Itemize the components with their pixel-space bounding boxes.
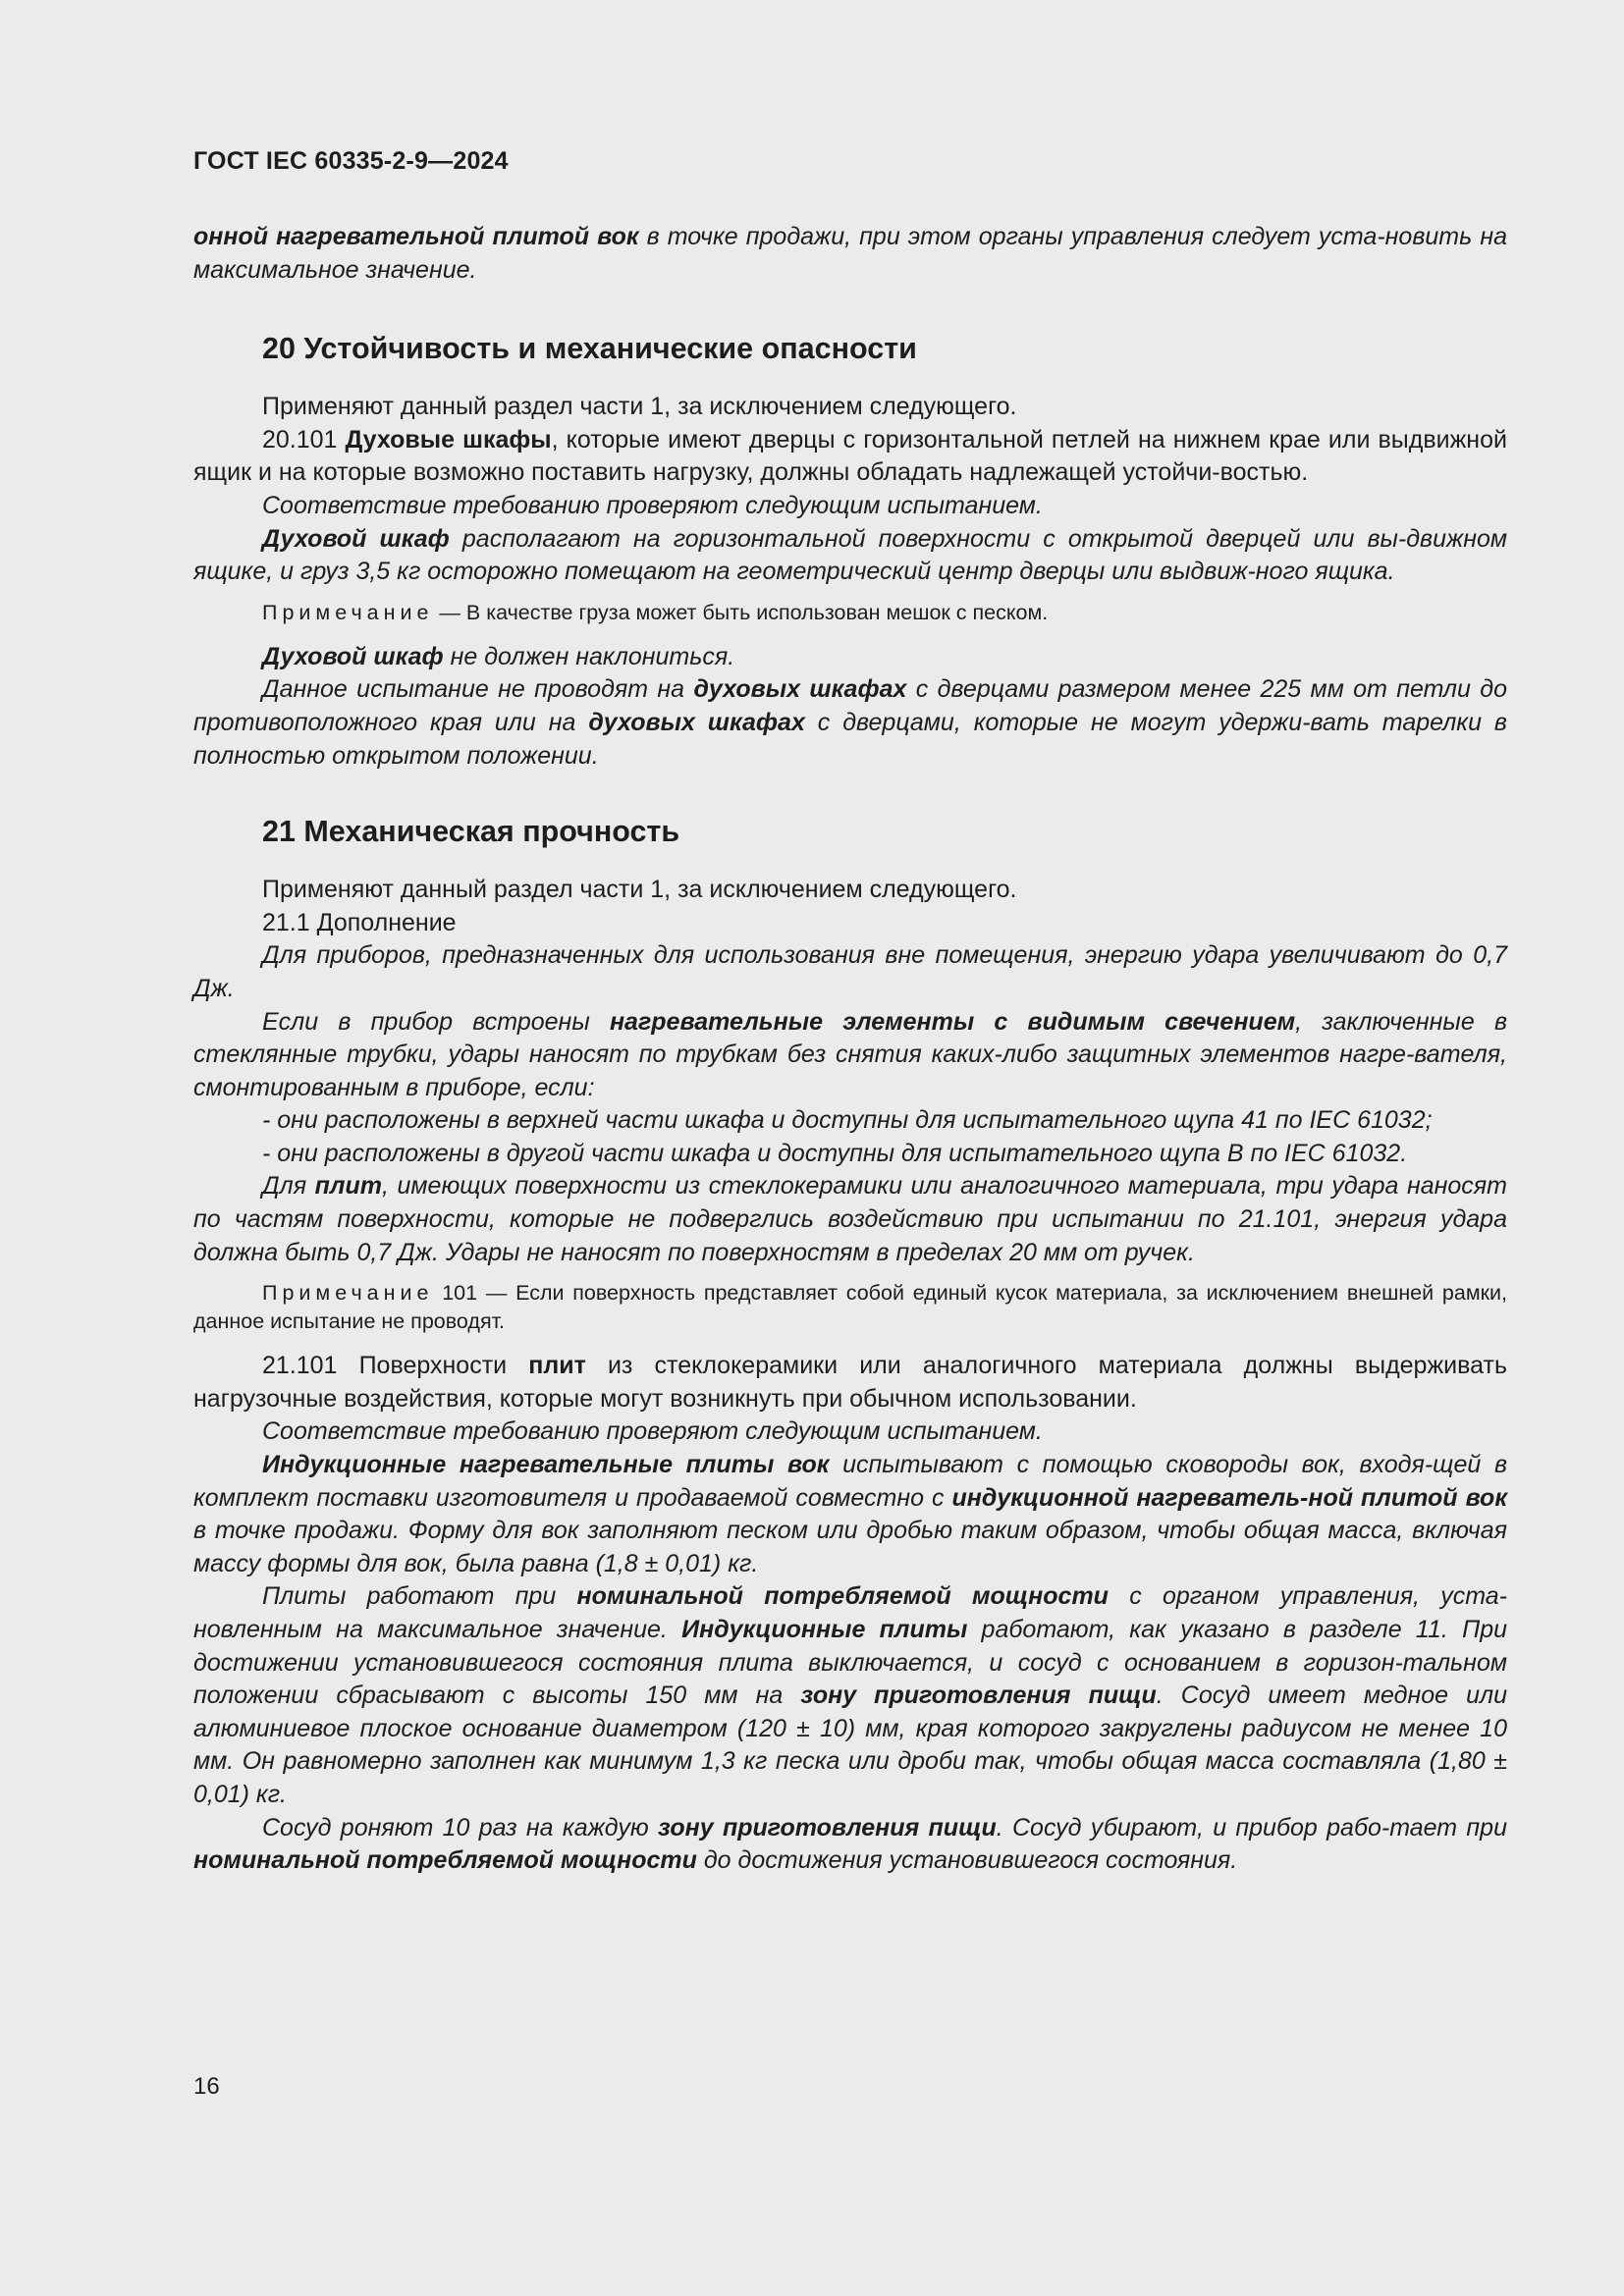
- text: располагают на горизонтальной поверхности с открытой дверцей или вы-движном ящике, и груз 3,5 кг осторожно помещают на геометрический центр дверцы или выдвиж-ного ящика.: [193, 524, 1507, 586]
- term: Индукционные нагревательные плиты вок: [262, 1451, 830, 1479]
- term: номинальной потребляемой мощности: [193, 1846, 697, 1875]
- text: 21.101 Поверхности: [262, 1352, 529, 1380]
- s20-paragraph-5: [193, 641, 1507, 674]
- section-21-heading: 21 Механическая прочность: [262, 815, 680, 849]
- compliance-text: Соответствие требованию проверяют следующим испытанием.: [262, 491, 1043, 519]
- term: нагревательные элементы с видимым свечением: [609, 1007, 1296, 1036]
- clause-number: 20.101: [262, 425, 346, 454]
- text: Данное испытание не проводят на: [262, 675, 694, 704]
- s20-paragraph-3: [193, 490, 1507, 523]
- s21-paragraph-4: [193, 1006, 1507, 1105]
- term: духовых шкафах: [693, 675, 907, 704]
- text: . Сосуд убирают, и прибор рабо-тает при: [996, 1813, 1507, 1842]
- text: . Сосуд имеет медное или алюминиевое плоское основание диаметром (120 ± 10) мм, края которого закруглены радиусом не менее 10 мм. Он равномерно заполнен как минимум 1,3 кг песка или дроби так, чтобы общая масса составляла (1,80 ± 0,01) кг.: [193, 1682, 1508, 1808]
- document-body: [193, 221, 1507, 1878]
- term: Духовой шкаф: [262, 642, 444, 670]
- term: зону приготовления пищи: [657, 1813, 997, 1842]
- s21-note: [193, 1279, 1507, 1336]
- s20-paragraph-2: [193, 424, 1507, 490]
- s20-paragraph-1: Применяют данный раздел части 1, за исключением следующего.: [262, 393, 1017, 421]
- term: зону приготовления пищи: [800, 1682, 1157, 1710]
- text: Сосуд роняют 10 раз на каждую: [262, 1813, 658, 1842]
- s21-paragraph-12: [193, 1812, 1507, 1878]
- s21-paragraph-1: Применяют данный раздел части 1, за исключением следующего.: [262, 876, 1017, 904]
- text: Плиты работают при: [262, 1582, 577, 1611]
- text: , заключенные в стеклянные трубки, удары наносят по трубкам без снятия каких-либо защитных элементов нагре-вателя, смонтированным в приборе, если:: [193, 1007, 1507, 1101]
- text: Для: [262, 1172, 315, 1201]
- term: индукционной нагреватель-ной плитой вок: [951, 1483, 1507, 1512]
- s21-paragraph-8: [193, 1350, 1507, 1415]
- intro-text: в точке продажи, при этом органы управления следует уста-новить на максимальное значение.: [193, 223, 1507, 284]
- compliance-text: Соответствие требованию проверяют следующим испытанием.: [262, 1417, 1043, 1446]
- s21-paragraph-11: [193, 1580, 1507, 1811]
- s21-paragraph-10: [193, 1449, 1507, 1580]
- note-label: Примечание: [262, 600, 434, 624]
- term: Духовые шкафы: [345, 425, 552, 454]
- text: работают, как указано в разделе 11. При достижении установившегося состояния плита выключается, и сосуд с основанием в горизон-тальном положении сбрасывают с высоты 150 мм на: [193, 1616, 1508, 1710]
- s21-list-item-2: [193, 1138, 1507, 1171]
- text: с дверцами размером менее 225 мм от петли до противоположного края или на: [193, 675, 1507, 736]
- s21-paragraph-9: [193, 1415, 1507, 1449]
- text: с органом управления, уста-новленным на максимальное значение.: [193, 1582, 1508, 1643]
- s20-paragraph-6: [193, 673, 1507, 773]
- s21-list-item-1: [193, 1104, 1507, 1138]
- text: - они расположены в верхней части шкафа и доступны для испытательного щупа 41 по IEC 61032;: [262, 1106, 1433, 1135]
- text: Для приборов, предназначенных для использования вне помещения, энергию удара увеличивают до 0,7 Дж.: [193, 941, 1507, 1002]
- page-number: 16: [193, 2073, 220, 2100]
- document-code-header: ГОСТ IEC 60335-2-9—2024: [193, 147, 509, 175]
- intro-paragraph: [193, 221, 1507, 287]
- note-label: Примечание: [262, 1281, 434, 1306]
- text: , которые имеют дверцы с горизонтальной петлей на нижнем крае или выдвижной ящик и на которые возможно поставить нагрузку, должны обладать надлежащей устойчи-востью.: [193, 425, 1507, 487]
- term: Индукционные плиты: [681, 1616, 968, 1643]
- intro-term: онной нагревательной плитой вок: [193, 223, 639, 250]
- term: Духовой шкаф: [262, 524, 450, 553]
- text: не должен наклониться.: [443, 642, 735, 670]
- s21-paragraph-2: 21.1 Дополнение: [262, 908, 457, 936]
- s21-paragraph-3: [193, 939, 1507, 1005]
- text: - они расположены в другой части шкафа и доступны для испытательного щупа В по IEC 61032.: [262, 1139, 1408, 1167]
- term: номинальной потребляемой мощности: [576, 1582, 1109, 1611]
- text: испытывают с помощью сковороды вок, входя-щей в комплект поставки изготовителя и продаваемой совместно с: [193, 1451, 1507, 1512]
- text: с дверцами, которые не могут удержи-вать тарелки в полностью открытом положении.: [193, 708, 1507, 770]
- text: , имеющих поверхности из стеклокерамики или аналогичного материала, три удара наносят по частям поверхности, которые не подверглись воздействию при испытании по 21.101, энергия удара должна быть 0,7 Дж. Удары не наносят по поверхностям в пределах 20 мм от ручек.: [193, 1172, 1507, 1266]
- s21-paragraph-7: [193, 1170, 1507, 1269]
- term: духовых шкафах: [588, 708, 805, 736]
- text: Если в прибор встроены: [262, 1007, 610, 1036]
- text: в точке продажи. Форму для вок заполняют песком или дробью таким образом, чтобы общая масса, включая массу формы для вок, была равна (1,8 ± 0,01) кг.: [193, 1517, 1507, 1577]
- term: плит: [528, 1352, 586, 1380]
- s20-paragraph-4: [193, 523, 1507, 589]
- term: плит: [314, 1172, 382, 1201]
- section-20-heading: 20 Устойчивость и механические опасности: [262, 332, 917, 366]
- note-text: — В качестве груза может быть использован мешок с песком.: [433, 600, 1049, 624]
- s20-note: [193, 599, 1507, 627]
- text: до достижения установившегося состояния.: [696, 1846, 1238, 1875]
- text: из стеклокерамики или аналогичного материала должны выдерживать нагрузочные воздействия, которые могут возникнуть при обычном использовании.: [193, 1352, 1507, 1413]
- note-text: 101 — Если поверхность представляет собой единый кусок материала, за исключением внешней рамки, данное испытание не проводят.: [193, 1281, 1507, 1334]
